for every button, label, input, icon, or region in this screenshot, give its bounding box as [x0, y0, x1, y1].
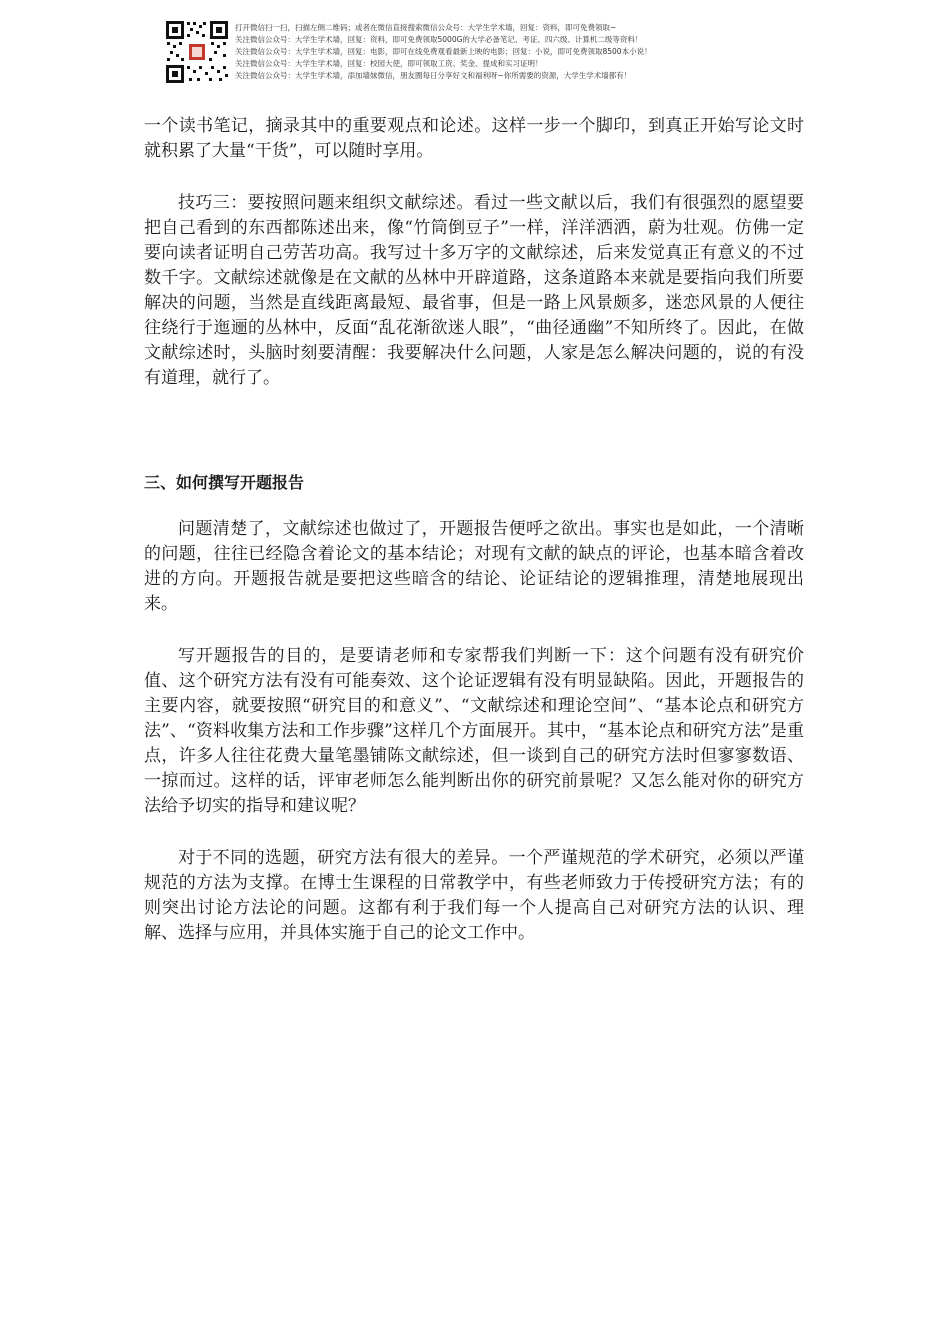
section-gap	[144, 418, 804, 471]
document-body	[144, 114, 804, 973]
paragraph: 写开题报告的目的，是要请老师和专家帮我们判断一下：这个问题有没有研究价值、这个研究方法有没有可能奏效、这个论证逻辑有没有明显缺陷。因此，开题报告的主要内容，就要按照“研究目的和意义”、“文献综述和理论空间”、“基本论点和研究方法”、“资料收集方法和工作步骤”这样几个方面展开。其中，“基本论点和研究方法”是重点，许多人往往花费大量笔墨铺陈文献综述，但一谈到自己的研究方法时但寥寥数语、一掠而过。这样的话，评审老师怎么能判断出你的研究前景呢？又怎么能对你的研究方法给予切实的指导和建议呢？	[144, 646, 804, 816]
promo-line: 打开微信扫一扫，扫描左侧二维码；或者在微信直接搜索微信公众号：大学生学术墙，回复：资料，即可免费领取~	[235, 23, 617, 32]
promo-line: 关注微信公众号：大学生学术墙，回复：资料，即可免费领取5000G的大学必备笔记、考证、四六级、计算机二级等资料！	[235, 35, 643, 44]
qr-code-icon[interactable]	[165, 20, 229, 84]
paragraph: 技巧三：要按照问题来组织文献综述。看过一些文献以后，我们有很强烈的愿望要把自己看到的东西都陈述出来，像“竹筒倒豆子”一样，洋洋洒洒，蔚为壮观。仿佛一定要向读者证明自己劳苦功高。我写过十多万字的文献综述，后来发觉真正有意义的不过数千字。文献综述就像是在文献的丛林中开辟道路，这条道路本来就是要指向我们所要解决的问题，当然是直线距离最短、最省事，但是一路上风景颇多，迷恋风景的人便往往绕行于迤逦的丛林中，反面“乱花渐欲迷人眼”，“曲径通幽”不知所终了。因此，在做文献综述时，头脑时刻要清醒：我要解决什么问题，人家是怎么解决问题的，说的有没有道理，就行了。	[144, 193, 804, 388]
promo-line: 关注微信公众号：大学生学术墙，回复：校园大使，即可领取工资、奖金、提成和实习证明！	[235, 59, 543, 68]
paragraph: 对于不同的选题，研究方法有很大的差异。一个严谨规范的学术研究，必须以严谨规范的方法为支撑。在博士生课程的日常教学中，有些老师致力于传授研究方法；有的则突出讨论方法论的问题。这都有利于我们每一个人提高自己对研究方法的认识、理解、选择与应用，并具体实施于自己的论文工作中。	[144, 848, 804, 943]
promo-header	[165, 20, 805, 86]
promo-line: 关注微信公众号：大学生学术墙，添加墙妹微信，朋友圈每日分享好文和福利呀~你所需要的资源，大学生学术墙都有！	[235, 71, 632, 80]
paragraph: 一个读书笔记，摘录其中的重要观点和论述。这样一步一个脚印，到真正开始写论文时就积累了大量“干货”，可以随时享用。	[144, 116, 804, 161]
paragraph: 问题清楚了，文献综述也做过了，开题报告便呼之欲出。事实也是如此，一个清晰的问题，往往已经隐含着论文的基本结论；对现有文献的缺点的评论，也基本暗含着改进的方向。开题报告就是要把这些暗含的结论、论证结论的逻辑推理，清楚地展现出来。	[144, 519, 804, 614]
promo-text	[235, 22, 805, 82]
promo-line: 关注微信公众号：大学生学术墙，回复：电影，即可在线免费观看最新上映的电影；回复：小说，即可免费领取8500本小说！	[235, 47, 652, 56]
section-heading: 三、如何撰写开题报告	[144, 473, 305, 492]
